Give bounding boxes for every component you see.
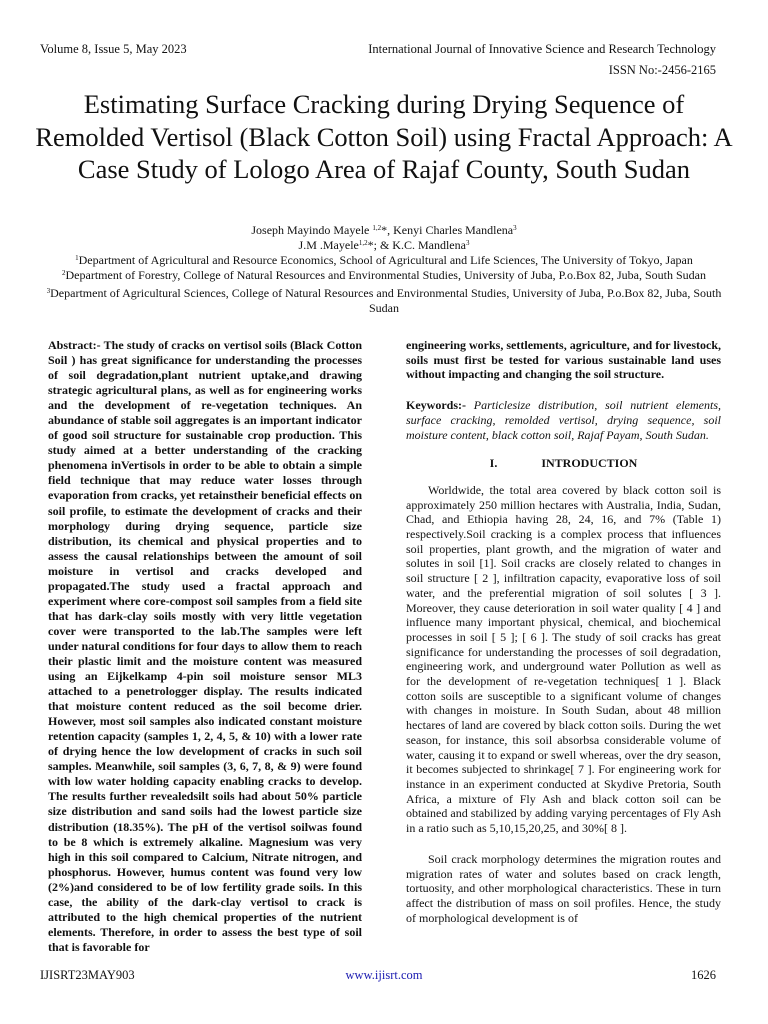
author-line-1 [40,223,728,238]
author-sup: 3 [513,224,517,232]
author-name: Joseph Mayindo Mayele [251,223,373,237]
author-line-2 [40,238,728,253]
header-volume: Volume 8, Issue 5, May 2023 [40,42,187,56]
header-journal: International Journal of Innovative Science and Research Technology [368,42,716,56]
keywords [406,398,721,442]
section-heading [406,456,721,471]
paper-title: Estimating Surface Cracking during Drying Sequence of Remolded Vertisol (Black Cotton Soil) using Fractal Approach: A Case Study of Lologo Area of Rajaf County, South Sudan [35,89,733,184]
keywords-text: Particlesize distribution, soil nutrient elements, surface cracking, remolded vertisol, drying sequence, soil moisture content, black cotton soil, Rajaf Payam, South Sudan. [406,398,721,442]
affiliation-3: $^3$Department of Agricultural Sciences, College of Natural Resources and Environmental Studies, University of Juba, P.o.Box 82, Juba, South Sudan [46,286,722,315]
right-column [406,338,721,925]
author-sup: 3 [465,239,470,247]
affiliation-1: $^1$Department of Agricultural and Resource Economics, School of Agricultural and Life Sciences, The University of Tokyo, Japan [75,253,693,267]
footer-article-id: IJISRT23MAY903 [40,968,135,982]
affiliation-2: $^2$Department of Forestry, College of Natural Resources and Environmental Studies, University of Juba, P.o.Box 82, Juba, South Sudan [62,268,706,282]
footer-url-link[interactable]: www.ijisrt.com [345,968,423,982]
author-name: *; & K.C. Mandlena [367,238,466,252]
author-name: *, Kenyi Charles Mandlena [381,223,514,237]
author-block [40,223,728,316]
intro-paragraph-1: Worldwide, the total area covered by black cotton soil is approximately 250 million hectares with Australia, India, Sudan, Chad, and Ethiopia having 28, 24, 16, and 7% (Table 1) respectively.Soil cracking is a complex process that influences soil properties, plant growth, and the migration of water and solutes in soil [1]. Soil cracks are closely related to changes in soil structure [ 2 ], infiltration capacity, evaporative loss of soil water, and the preferential migration of soil solutes [ 3 ]. Moreover, they cause deterioration in soil water quality [ 4 ] and influence many important physical, chemical, and biochemical processes in soil [ 5 ]; [ 6 ]. The study of soil cracks has great significance for understanding the processes of soil degradation, engineering work, and underground water Pollution as well as for the development of re-vegetation techniques[ 1 ]. Black cotton soils are susceptible to a significant volume of changes with changes in moisture. In South Sudan, about 48 million hectares of land are covered by black cotton soils. During the wet season, for instance, this soil absorbsa considerable volume of water, causing it to expand or swell whereas, over the dry season, it becomes subjected to shrinkage[ 7 ]. For engineering work for instance in an experiment conducted at Skydive Pretoria, South Africa, a mixture of Fly Ash and black cotton soil can be obtained and stabilized by adding varying percentages of Fly Ash in a ratio such as 5,10,15,20,25, and 30%[ 8 ]. [406,482,721,836]
section-number: I. [489,456,498,471]
header-issn: ISSN No:-2456-2165 [608,63,716,77]
intro-paragraph-2: Soil crack morphology determines the migration routes and migration rates of water and solutes based on crack length, tortuosity, and other morphological characteristics. These in turn affect the distribution of mass on soil profiles. Hence, the study of morphological development is of [406,851,721,925]
keywords-label: Keywords:- [406,398,474,413]
author-sup: 1,2 [358,239,368,247]
section-title: INTRODUCTION [541,456,638,471]
abstract-continuation: engineering works, settlements, agriculture, and for livestock, soils must first be tested for various sustainable land uses without impacting and changing the soil structure. [406,338,721,382]
author-sup: 1,2 [372,224,382,232]
abstract-text: Abstract:- The study of cracks on vertisol soils (Black Cotton Soil ) has great significance for understanding the processes of soil degradation,plant nutrient uptake,and drawing strategic agricultural plans, as well as for engineering works and the development of re-vegetation techniques. An abundance of stable soil aggregates is an important indicator of good soil structure for sustainable crop production. This study aimed at a better understanding of the cracking phenomena inVertisols in order to be able to obtain a simple field technique that may reduce water losses through evaporation from cracks, yet retainstheir beneficial effects on soil profile, to estimate the development of cracks and their morphology during drying sequence, particle size distribution, its chemical and physical properties and to assess the causal relationships between the amount of soil moisture in vertisol and cracks developed and propagated.The study used a fractal approach and experiment where core-compost soil samples from a field site that has dark-clay soils mostly with very little vegetation cover were transported to the lab.The samples were left under natural conditions for four days to allow them to reach their plastic limit and the moisture content was measured using an Eijkelkamp 4-pin soil moisture sensor ML3 attached to a penetrologger display. The results indicated that moisture content reduced as the soil become drier. However, most soil samples also indicated constant moisture retention capacity (samples 1, 2, 4, 5, & 10) with a lower rate of drying hence the low development of cracks in such soil samples. Meanwhile, soil samples (3, 6, 7, 8, & 9) were found with low water holding capacity enabling cracks to develop. The results further revealedsilt soils had about 50% particle size distribution and sand soils had the lowest particle size distribution (18.35%). The pH of the vertisol soilwas found to be 8 which is extremely alkaline. Magnesium was very high in this soil compared to Calcium, Nitrate nitrogen, and phosphorus. However, humus content was found very low (2%)and considered to be of low fertility grade soils. In this case, the ability of the dark-clay vertisol to crack is attributed to the high chemical properties of the nutrient elements. Therefore, in order to assess the best type of soil that is favorable for [48,338,362,954]
footer-page-number: 1626 [691,968,716,982]
author-name: J.M .Mayele [298,238,359,252]
